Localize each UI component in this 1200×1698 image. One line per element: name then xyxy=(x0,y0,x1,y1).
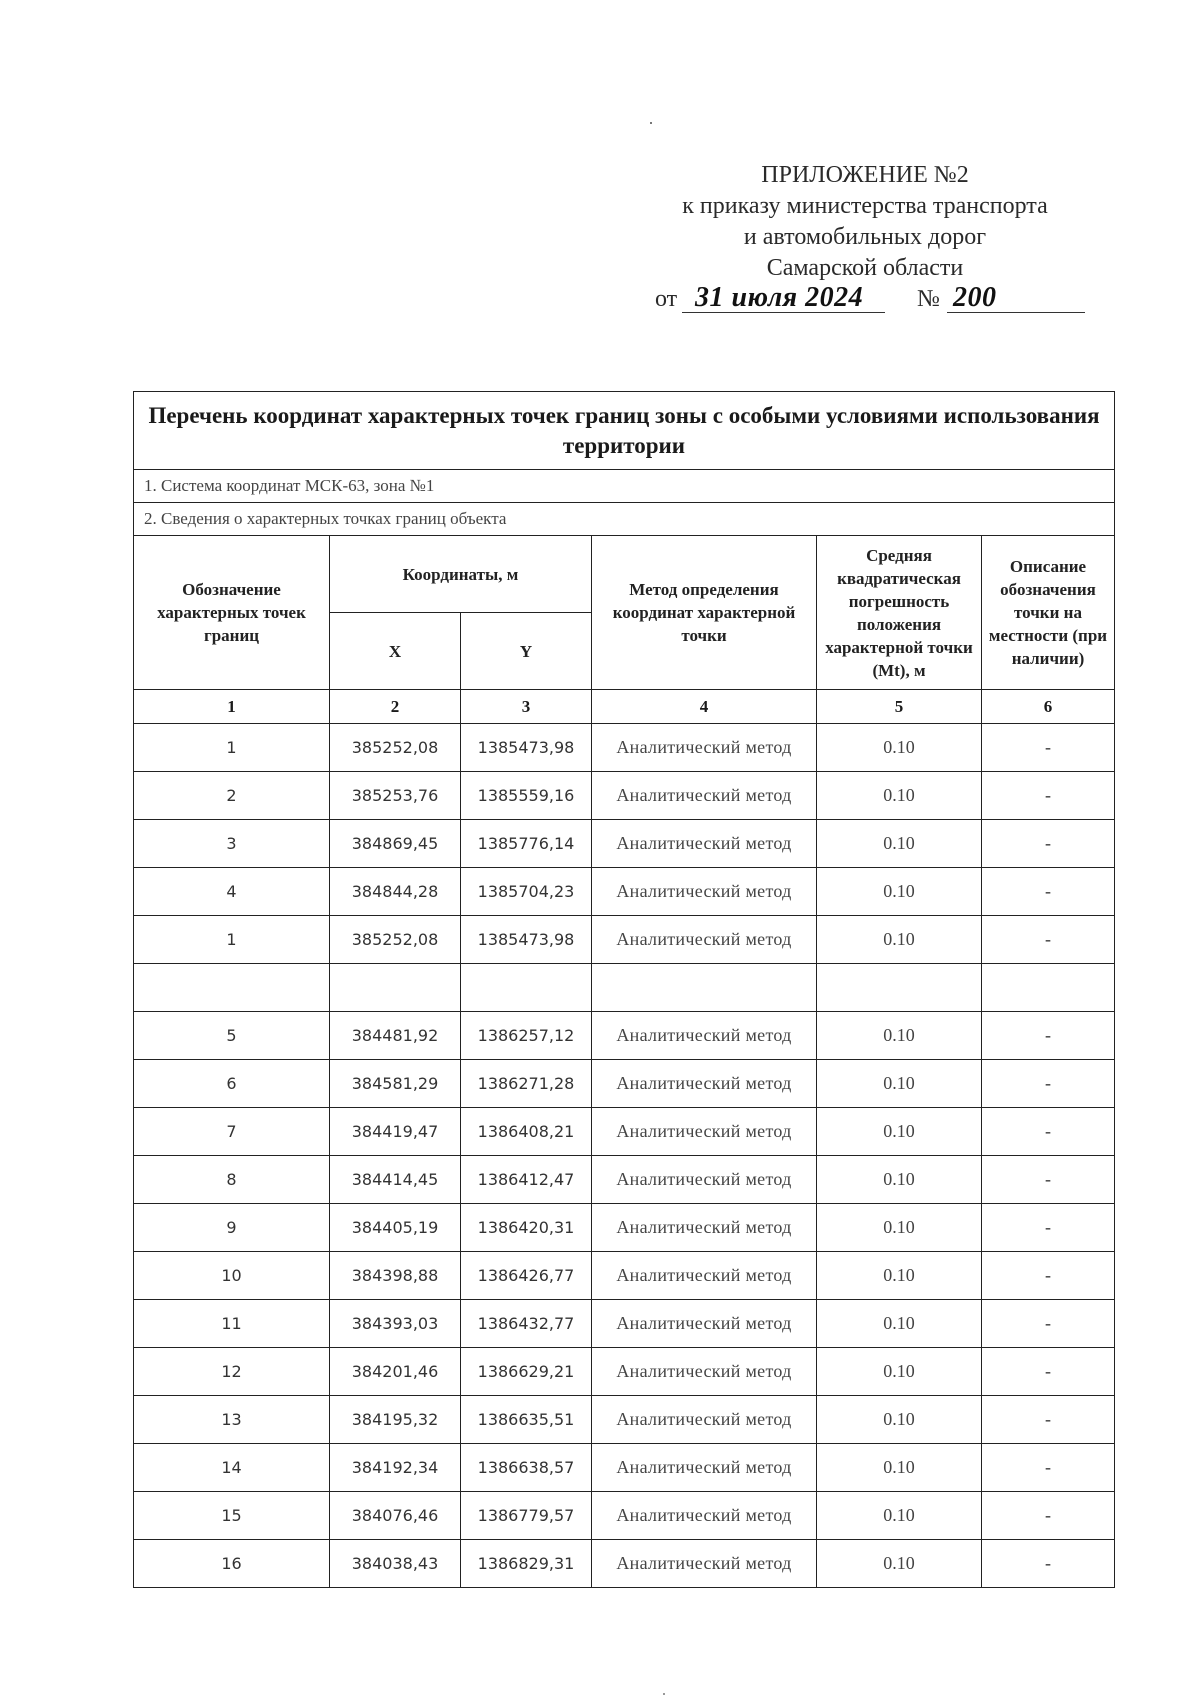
cell-x: 384419,47 xyxy=(330,1108,461,1156)
table-row xyxy=(134,724,1115,772)
cell-method: Аналитический метод xyxy=(592,1492,817,1540)
cell-y: 1386432,77 xyxy=(461,1300,592,1348)
column-numbers-row xyxy=(134,690,1115,724)
cell-error: 0.10 xyxy=(817,1540,982,1588)
column-number: 4 xyxy=(592,690,817,724)
cell-point: 4 xyxy=(134,868,330,916)
cell-description: - xyxy=(982,1348,1115,1396)
cell-description: - xyxy=(982,868,1115,916)
cell-point: 10 xyxy=(134,1252,330,1300)
cell-point: 14 xyxy=(134,1444,330,1492)
cell-description: - xyxy=(982,1012,1115,1060)
cell-error: 0.10 xyxy=(817,1300,982,1348)
cell-y: 1385704,23 xyxy=(461,868,592,916)
cell-method: Аналитический метод xyxy=(592,1444,817,1492)
cell-y: 1385559,16 xyxy=(461,772,592,820)
cell-x: 384192,34 xyxy=(330,1444,461,1492)
cell-point: 1 xyxy=(134,724,330,772)
appendix-line-3: Самарской области xyxy=(766,255,964,281)
cell-description: - xyxy=(982,1252,1115,1300)
table-rows-second-contour xyxy=(134,1012,1115,1588)
table-row xyxy=(134,820,1115,868)
cell-point: 7 xyxy=(134,1108,330,1156)
appendix-line-2: и автомобильных дорог xyxy=(743,224,987,250)
table-row xyxy=(134,1252,1115,1300)
table-row xyxy=(134,1348,1115,1396)
cell-point: 9 xyxy=(134,1204,330,1252)
empty-cell xyxy=(592,964,817,1012)
cell-description: - xyxy=(982,1156,1115,1204)
cell-y: 1385473,98 xyxy=(461,724,592,772)
cell-description: - xyxy=(982,820,1115,868)
header-y: Y xyxy=(461,613,592,690)
cell-point: 13 xyxy=(134,1396,330,1444)
separator-body xyxy=(134,964,1115,1012)
empty-cell xyxy=(982,964,1115,1012)
empty-cell xyxy=(134,964,330,1012)
cell-y: 1386408,21 xyxy=(461,1108,592,1156)
order-date-number-line xyxy=(655,282,1095,316)
cell-method: Аналитический метод xyxy=(592,724,817,772)
cell-method: Аналитический метод xyxy=(592,1156,817,1204)
cell-method: Аналитический метод xyxy=(592,1540,817,1588)
cell-description: - xyxy=(982,1540,1115,1588)
column-number: 3 xyxy=(461,690,592,724)
cell-description: - xyxy=(982,1444,1115,1492)
cell-error: 0.10 xyxy=(817,1252,982,1300)
appendix-header xyxy=(640,160,1090,284)
table-row xyxy=(134,772,1115,820)
coordinate-system-info: 1. Система координат МСК-63, зона №1 xyxy=(134,470,1115,503)
cell-x: 384076,46 xyxy=(330,1492,461,1540)
cell-error: 0.10 xyxy=(817,820,982,868)
table-row xyxy=(134,1204,1115,1252)
cell-y: 1386829,31 xyxy=(461,1540,592,1588)
cell-y: 1386420,31 xyxy=(461,1204,592,1252)
cell-description: - xyxy=(982,1060,1115,1108)
cell-method: Аналитический метод xyxy=(592,1060,817,1108)
cell-method: Аналитический метод xyxy=(592,868,817,916)
empty-separator-row xyxy=(134,964,1115,1012)
cell-error: 0.10 xyxy=(817,1204,982,1252)
cell-error: 0.10 xyxy=(817,1492,982,1540)
table-row xyxy=(134,1444,1115,1492)
empty-cell xyxy=(461,964,592,1012)
cell-x: 385253,76 xyxy=(330,772,461,820)
cell-y: 1385473,98 xyxy=(461,916,592,964)
header-designation: Обозначение характерных точек границ xyxy=(134,536,330,690)
cell-y: 1386412,47 xyxy=(461,1156,592,1204)
handwritten-date: 31 июля 2024 xyxy=(695,282,864,313)
cell-error: 0.10 xyxy=(817,868,982,916)
table-row xyxy=(134,1108,1115,1156)
table-row xyxy=(134,1540,1115,1588)
cell-error: 0.10 xyxy=(817,1012,982,1060)
header-x: X xyxy=(330,613,461,690)
table-row xyxy=(134,1492,1115,1540)
cell-method: Аналитический метод xyxy=(592,1396,817,1444)
column-number: 2 xyxy=(330,690,461,724)
cell-point: 2 xyxy=(134,772,330,820)
cell-y: 1386638,57 xyxy=(461,1444,592,1492)
header-description: Описание обозначения точки на местности (при наличии) xyxy=(982,536,1115,690)
cell-description: - xyxy=(982,1492,1115,1540)
scan-speck xyxy=(663,1693,665,1695)
empty-cell xyxy=(817,964,982,1012)
cell-error: 0.10 xyxy=(817,1396,982,1444)
cell-method: Аналитический метод xyxy=(592,1252,817,1300)
cell-method: Аналитический метод xyxy=(592,916,817,964)
cell-description: - xyxy=(982,1204,1115,1252)
empty-cell xyxy=(330,964,461,1012)
column-number: 5 xyxy=(817,690,982,724)
cell-x: 384398,88 xyxy=(330,1252,461,1300)
cell-error: 0.10 xyxy=(817,1444,982,1492)
cell-method: Аналитический метод xyxy=(592,1012,817,1060)
cell-y: 1385776,14 xyxy=(461,820,592,868)
cell-y: 1386257,12 xyxy=(461,1012,592,1060)
cell-y: 1386629,21 xyxy=(461,1348,592,1396)
cell-point: 1 xyxy=(134,916,330,964)
cell-x: 384869,45 xyxy=(330,820,461,868)
column-number: 6 xyxy=(982,690,1115,724)
table-row xyxy=(134,868,1115,916)
cell-error: 0.10 xyxy=(817,1156,982,1204)
cell-x: 385252,08 xyxy=(330,916,461,964)
cell-description: - xyxy=(982,916,1115,964)
cell-point: 6 xyxy=(134,1060,330,1108)
date-prefix: от xyxy=(655,286,678,312)
cell-method: Аналитический метод xyxy=(592,1204,817,1252)
appendix-line-1: к приказу министерства транспорта xyxy=(682,193,1048,219)
cell-point: 5 xyxy=(134,1012,330,1060)
cell-method: Аналитический метод xyxy=(592,1348,817,1396)
table-row xyxy=(134,916,1115,964)
cell-description: - xyxy=(982,772,1115,820)
cell-point: 15 xyxy=(134,1492,330,1540)
header-coordinates: Координаты, м xyxy=(330,536,592,613)
cell-x: 384414,45 xyxy=(330,1156,461,1204)
cell-x: 384201,46 xyxy=(330,1348,461,1396)
cell-error: 0.10 xyxy=(817,772,982,820)
handwritten-number: 200 xyxy=(953,282,997,313)
cell-point: 8 xyxy=(134,1156,330,1204)
cell-point: 12 xyxy=(134,1348,330,1396)
table-row xyxy=(134,1012,1115,1060)
cell-x: 384581,29 xyxy=(330,1060,461,1108)
coordinates-table xyxy=(133,391,1115,1588)
cell-x: 384844,28 xyxy=(330,868,461,916)
table-title: Перечень координат характерных точек границ зоны с особыми условиями использования территории xyxy=(134,392,1115,470)
points-info: 2. Сведения о характерных точках границ объекта xyxy=(134,503,1115,536)
cell-description: - xyxy=(982,724,1115,772)
cell-x: 384481,92 xyxy=(330,1012,461,1060)
cell-error: 0.10 xyxy=(817,724,982,772)
cell-y: 1386635,51 xyxy=(461,1396,592,1444)
cell-description: - xyxy=(982,1108,1115,1156)
cell-error: 0.10 xyxy=(817,1348,982,1396)
cell-description: - xyxy=(982,1396,1115,1444)
cell-method: Аналитический метод xyxy=(592,772,817,820)
table-row xyxy=(134,1300,1115,1348)
cell-error: 0.10 xyxy=(817,916,982,964)
table-row xyxy=(134,1156,1115,1204)
cell-description: - xyxy=(982,1300,1115,1348)
cell-method: Аналитический метод xyxy=(592,1108,817,1156)
cell-y: 1386271,28 xyxy=(461,1060,592,1108)
cell-method: Аналитический метод xyxy=(592,1300,817,1348)
cell-x: 385252,08 xyxy=(330,724,461,772)
table-row xyxy=(134,1396,1115,1444)
cell-error: 0.10 xyxy=(817,1060,982,1108)
column-number: 1 xyxy=(134,690,330,724)
cell-x: 384393,03 xyxy=(330,1300,461,1348)
header-error: Средняя квадратическая погрешность положения характерной точки (Mt), м xyxy=(817,536,982,690)
cell-x: 384405,19 xyxy=(330,1204,461,1252)
cell-y: 1386779,57 xyxy=(461,1492,592,1540)
cell-x: 384195,32 xyxy=(330,1396,461,1444)
scan-speck xyxy=(650,122,652,124)
appendix-title: ПРИЛОЖЕНИЕ №2 xyxy=(761,162,969,188)
cell-point: 16 xyxy=(134,1540,330,1588)
cell-error: 0.10 xyxy=(817,1108,982,1156)
header-method: Метод определения координат характерной точки xyxy=(592,536,817,690)
number-label: № xyxy=(917,286,940,312)
cell-point: 3 xyxy=(134,820,330,868)
cell-point: 11 xyxy=(134,1300,330,1348)
cell-method: Аналитический метод xyxy=(592,820,817,868)
table-row xyxy=(134,1060,1115,1108)
cell-y: 1386426,77 xyxy=(461,1252,592,1300)
cell-x: 384038,43 xyxy=(330,1540,461,1588)
table-rows-first-contour xyxy=(134,724,1115,964)
